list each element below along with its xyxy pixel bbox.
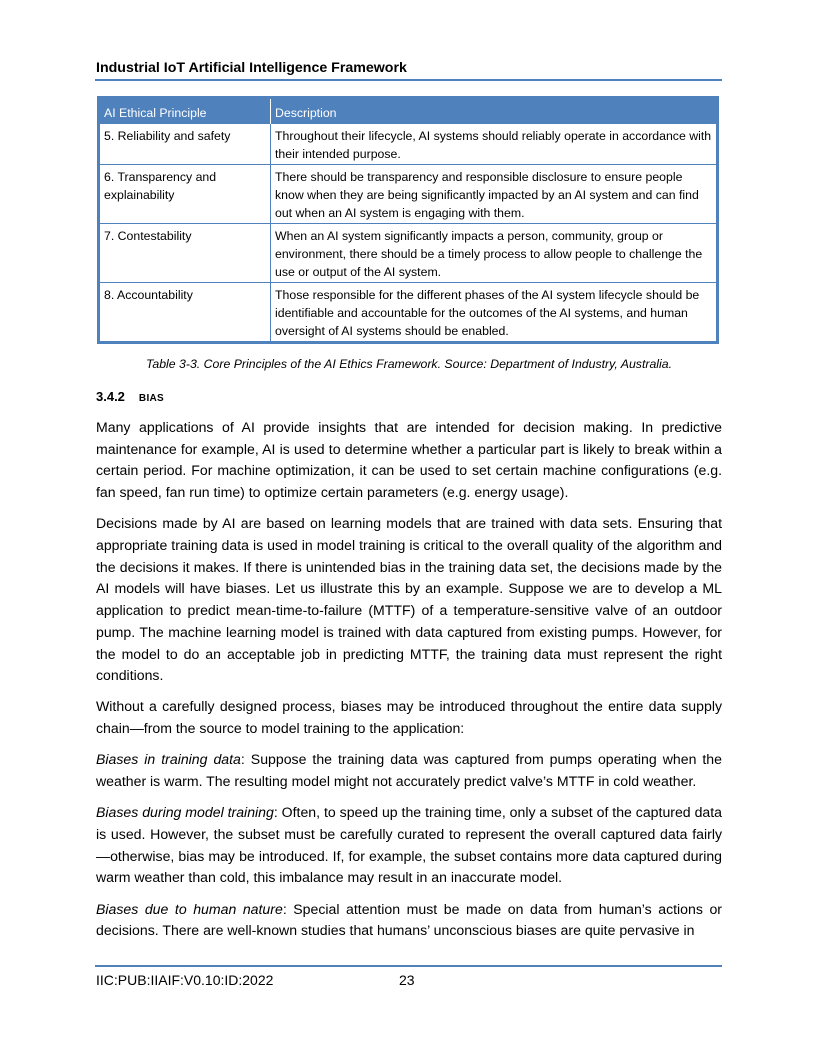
description-cell: Throughout their lifecycle, AI systems should reliably operate in accordance with their intended purpose. [271, 124, 718, 165]
principle-cell: 5. Reliability and safety [99, 124, 271, 165]
section-heading [96, 389, 164, 404]
paragraph [96, 802, 722, 889]
paragraph-text: : Often, to speed up the training time, only a subset of the captured data is used. However, the subset must be carefully curated to represent the overall captured data fairly—otherwise, bias may be introduced. If, for example, the subset contains more data captured during warm weather than cold, this imbalance may result in an inaccurate model. [96, 804, 722, 886]
header-divider [95, 79, 722, 81]
paragraph-lead: Biases during model training [96, 804, 274, 821]
description-cell: There should be transparency and responsible disclosure to ensure people know when they are being significantly impacted by an AI system and can find out when an AI system is engaging with them. [271, 165, 718, 224]
table-row [99, 165, 718, 224]
description-cell: Those responsible for the different phases of the AI system lifecycle should be identifiable and accountable for the outcomes of the AI systems, and human oversight of AI systems should be enabled. [271, 283, 718, 343]
paragraph [96, 696, 722, 739]
footer-page-number: 23 [399, 972, 415, 988]
description-cell: When an AI system significantly impacts a person, community, group or environment, there should be a timely process to allow people to challenge the use or output of the AI system. [271, 224, 718, 283]
paragraph-lead: Biases due to human nature [96, 900, 283, 917]
principle-cell: 7. Contestability [99, 224, 271, 283]
paragraph [96, 899, 722, 942]
footer-divider [95, 965, 722, 967]
principle-cell: 6. Transparency and explainability [99, 165, 271, 224]
paragraph [96, 749, 722, 792]
paragraph [96, 417, 722, 504]
paragraph-text: Many applications of AI provide insights that are intended for decision making. In predictive maintenance for example, AI is used to determine whether a particular part is likely to break within a certain period. For machine optimization, it can be used to set certain machine configurations (e.g. fan speed, fan run time) to optimize certain parameters (e.g. energy usage). [96, 419, 722, 501]
section-title: BIAS [138, 393, 165, 404]
paragraph-lead: Biases in training data [96, 751, 241, 768]
body-text [96, 417, 722, 951]
column-header-principle: AI Ethical Principle [99, 98, 271, 124]
ethics-principles-table [97, 96, 719, 344]
footer-document-id: IIC:PUB:IIAIF:V0.10:ID:2022 [96, 972, 274, 988]
paragraph-text: : Suppose the training data was captured from pumps operating when the weather is warm. The resulting model might not accurately predict valve’s MTTF in cold weather. [96, 751, 722, 790]
table-caption: Table 3-3. Core Principles of the AI Ethics Framework. Source: Department of Industry, Australia. [145, 357, 673, 371]
section-number: 3.4.2 [96, 389, 125, 404]
page-header-title: Industrial IoT Artificial Intelligence Framework [96, 60, 407, 76]
paragraph-text: : Special attention must be made on data from human’s actions or decisions. There are well-known studies that humans’ unconscious biases are quite pervasive in [96, 900, 722, 939]
table-header-row [99, 98, 718, 124]
principle-cell: 8. Accountability [99, 283, 271, 343]
table-row [99, 124, 718, 165]
table-row [99, 224, 718, 283]
paragraph [96, 513, 722, 687]
table-row [99, 283, 718, 343]
column-header-description: Description [271, 98, 718, 124]
paragraph-text: Without a carefully designed process, biases may be introduced throughout the entire data supply chain—from the source to model training to the application: [96, 698, 722, 737]
paragraph-text: Decisions made by AI are based on learning models that are trained with data sets. Ensuring that appropriate training data is used in model training is critical to the overall quality of the algorithm and the decisions it makes. If there is unintended bias in the training data set, the decisions made by the AI models will have biases. Let us illustrate this by an example. Suppose we are to develop a ML application to predict mean-time-to-failure (MTTF) of a temperature-sensitive valve of an outdoor pump. The machine learning model is trained with data captured from existing pumps. However, for the model to do an acceptable job in predicting MTTF, the training data must represent the right conditions. [96, 515, 722, 684]
